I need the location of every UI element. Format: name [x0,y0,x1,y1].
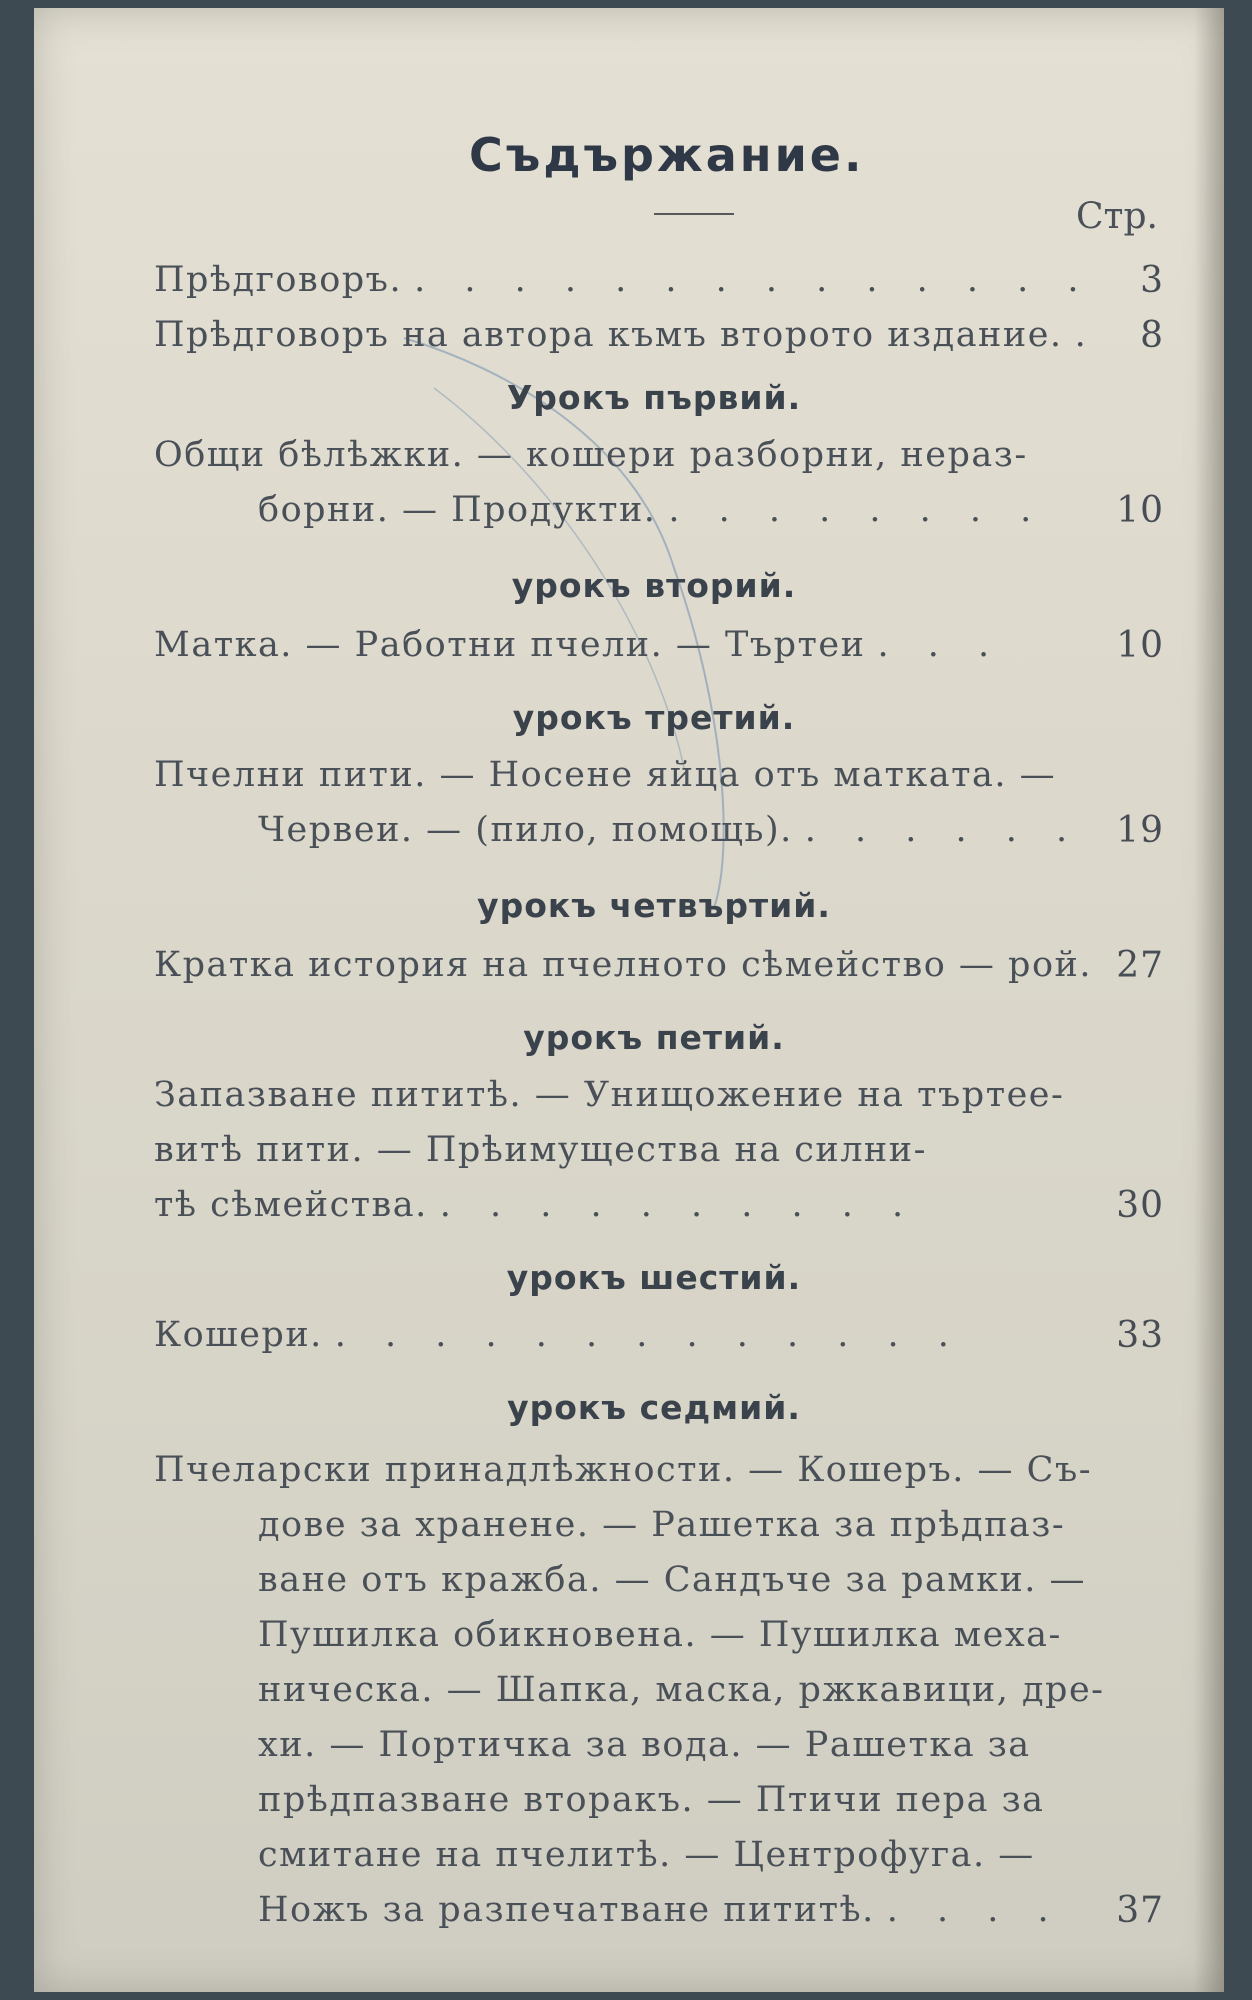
toc-entry-line: Прѣдговоръ на автора къмъ второто издание. . 8 [154,308,1164,363]
toc-entry-line: Червеи. — (пило, помощь). . . . . . . 19 [154,803,1164,858]
toc-entry [154,1308,1164,1363]
lesson-heading: урокъ седмий. [507,1388,801,1427]
toc-entry-line: Ножъ за разпечатване пититѣ. . . . . 37 [154,1883,1164,1938]
toc-entry-line: Кратка история на пчелното сѣмейство — рой. 27 [154,938,1164,993]
toc-entry [154,938,1164,993]
toc-entry-preface [154,253,1164,308]
toc-entry-line: Общи бѣлѣжки. — кошери разборни, нераз- [154,435,1028,475]
page-number: 33 [1116,1315,1164,1356]
lesson-heading: урокъ третий. [512,698,796,737]
lesson-heading: урокъ петий. [523,1018,785,1057]
page-edge-shadow [1194,8,1224,1992]
toc-entry-line: хи. — Портичка за вода. — Рашетка за [258,1725,1031,1765]
toc-entry-line: Кошери. . . . . . . . . . . . . . 33 [154,1308,1164,1363]
toc-entry-line: борни. — Продукти. . . . . . . . . 10 [154,483,1164,538]
toc-entry [154,1443,1164,1938]
lesson-heading: урокъ вторий. [511,566,797,605]
toc-entry-line: тѣ сѣмейства. . . . . . . . . . . 30 [154,1178,1164,1233]
toc-entry-line: ване отъ кражба. — Сандъче за рамки. — [258,1560,1087,1600]
toc-entry-line: Пчеларски принадлѣжности. — Кошеръ. — Съ- [154,1450,1093,1490]
title-divider [654,213,734,215]
toc-entry-line: прѣдпазване вторакъ. — Птичи пера за [258,1780,1045,1820]
page-number: 3 [1140,260,1164,301]
page-number: 8 [1140,315,1164,356]
toc-entry [154,1068,1164,1233]
toc-entry [154,748,1164,858]
page-number: 10 [1116,490,1164,531]
toc-entry-line: Прѣдговоръ. . . . . . . . . . . . . . . 3 [154,253,1164,308]
page-column-label: Стр. [1076,196,1158,237]
page-number: 19 [1116,810,1164,851]
toc-entry-line: Матка. — Работни пчели. — Търтеи . . . 10 [154,618,1164,673]
toc-entry-author-preface [154,308,1164,363]
toc-entry [154,618,1164,673]
toc-entry-line: витѣ пити. — Прѣимущества на силни- [154,1130,927,1170]
page-number: 10 [1116,625,1164,666]
toc-entry-line: Запазване пититѣ. — Унищожение на търтее- [154,1075,1065,1115]
toc-entry-line: дове за хранене. — Рашетка за прѣдпаз- [258,1505,1066,1545]
toc-entry [154,428,1164,538]
toc-entry-line: Пчелни пити. — Носене яйца отъ матката. — [154,755,1057,795]
lesson-heading: Урокъ първий. [506,378,802,417]
toc-entry-line: Пушилка обикновена. — Пушилка меха- [258,1615,1062,1655]
book-page [34,8,1224,1992]
page-number: 37 [1116,1890,1164,1931]
lesson-heading: урокъ четвъртий. [477,886,831,925]
page-number: 27 [1116,945,1164,986]
lesson-heading: урокъ шестий. [506,1258,802,1297]
toc-entry-line: смитане на пчелитѣ. — Центрофуга. — [258,1835,1035,1875]
page-number: 30 [1116,1185,1164,1226]
page-title: Съдържание. [469,128,865,182]
toc-entry-line: ническа. — Шапка, маска, ржкавици, дре- [258,1670,1105,1710]
